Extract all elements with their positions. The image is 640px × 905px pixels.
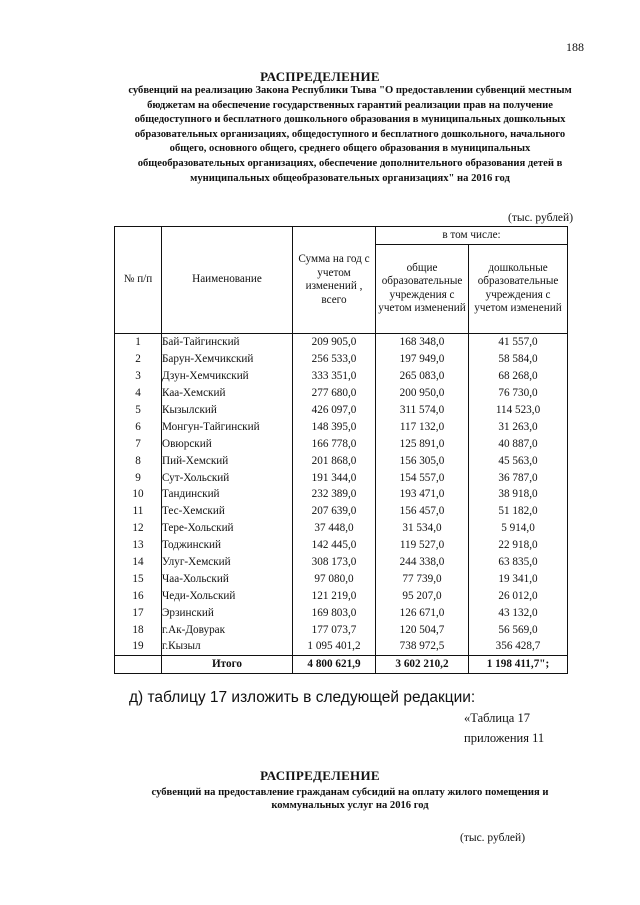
row-general: 126 671,0: [376, 604, 469, 621]
row-preschool: 38 918,0: [469, 486, 568, 503]
row-total: 277 680,0: [293, 385, 376, 402]
row-total: 333 351,0: [293, 368, 376, 385]
row-number: 9: [115, 469, 162, 486]
total-label: Итого: [162, 655, 293, 673]
row-general: 31 534,0: [376, 520, 469, 537]
table-reference-line1: «Таблица 17: [464, 711, 530, 725]
total-general: 3 602 210,2: [376, 655, 469, 673]
table-row: [115, 587, 568, 604]
row-number: 13: [115, 537, 162, 554]
row-number: 11: [115, 503, 162, 520]
row-total: 308 173,0: [293, 554, 376, 571]
row-general: 193 471,0: [376, 486, 469, 503]
row-preschool: 68 268,0: [469, 368, 568, 385]
total-sum: 4 800 621,9: [293, 655, 376, 673]
second-subtitle: субвенций на предоставление гражданам субсидий на оплату жилого помещения и коммунальных услуг на 2016 год: [151, 787, 549, 811]
row-preschool: 22 918,0: [469, 537, 568, 554]
row-total: 148 395,0: [293, 418, 376, 435]
row-preschool: 36 787,0: [469, 469, 568, 486]
row-name: Пий-Хемский: [162, 452, 293, 469]
row-number: 3: [115, 368, 162, 385]
row-name: Чаа-Хольский: [162, 570, 293, 587]
row-name: Дзун-Хемчикский: [162, 368, 293, 385]
row-total: 209 905,0: [293, 334, 376, 351]
row-total: 191 344,0: [293, 469, 376, 486]
row-general: 738 972,5: [376, 638, 469, 655]
table-row: [115, 469, 568, 486]
row-preschool: 40 887,0: [469, 435, 568, 452]
row-name: г.Ак-Довурак: [162, 621, 293, 638]
row-name: Бай-Тайгинский: [162, 334, 293, 351]
row-preschool: 45 563,0: [469, 452, 568, 469]
table-row: [115, 351, 568, 368]
row-general: 265 083,0: [376, 368, 469, 385]
row-number: 17: [115, 604, 162, 621]
table-row: [115, 638, 568, 655]
table-row: [115, 621, 568, 638]
distribution-table: [114, 226, 568, 674]
row-name: Монгун-Тайгинский: [162, 418, 293, 435]
header-general: общие образовательные учреждения с учетом изменений: [376, 244, 469, 333]
row-general: 77 739,0: [376, 570, 469, 587]
header-including: в том числе:: [376, 227, 568, 245]
document-title: РАСПРЕДЕЛЕНИЕ: [260, 69, 380, 84]
row-total: 121 219,0: [293, 587, 376, 604]
row-preschool: 51 182,0: [469, 503, 568, 520]
row-number: 6: [115, 418, 162, 435]
row-number: 4: [115, 385, 162, 402]
row-general: 244 338,0: [376, 554, 469, 571]
row-general: 95 207,0: [376, 587, 469, 604]
row-preschool: 76 730,0: [469, 385, 568, 402]
row-general: 154 557,0: [376, 469, 469, 486]
row-total: 426 097,0: [293, 402, 376, 419]
row-total: 142 445,0: [293, 537, 376, 554]
row-total: 97 080,0: [293, 570, 376, 587]
row-name: Овюрский: [162, 435, 293, 452]
row-name: Улуг-Хемский: [162, 554, 293, 571]
document-subtitle: субвенций на реализацию Закона Республики Тыва "О предоставлении субвенций местным бюджетам на обеспечение государственных гарантий реализации прав на получение общедоступного и бесплатного дошкольного образования в муниципальных дошкольных образовательных организациях, общедоступного и бесплатного дошкольного, начального общего, основного общего, среднего общего образования в муниципальных общеобразовательных организациях, обеспечение дополнительного образования детей в муниципальных общеобразовательных организациях" на 2016 год: [128, 85, 572, 184]
row-preschool: 31 263,0: [469, 418, 568, 435]
table-row: [115, 368, 568, 385]
row-number: 19: [115, 638, 162, 655]
table-reference-line2: приложения 11: [464, 731, 545, 745]
total-preschool: 1 198 411,7";: [469, 655, 568, 673]
row-preschool: 19 341,0: [469, 570, 568, 587]
row-total: 166 778,0: [293, 435, 376, 452]
row-preschool: 26 012,0: [469, 587, 568, 604]
row-number: 16: [115, 587, 162, 604]
header-preschool: дошкольные образовательные учреждения с учетом изменений: [469, 244, 568, 333]
table-row: [115, 435, 568, 452]
header-total: Сумма на год с учетом изменений , всего: [293, 227, 376, 334]
row-name: Эрзинский: [162, 604, 293, 621]
row-name: Тандинский: [162, 486, 293, 503]
table-row: [115, 418, 568, 435]
row-number: 1: [115, 334, 162, 351]
table-row: [115, 604, 568, 621]
header-name: Наименование: [162, 227, 293, 334]
table-row: [115, 537, 568, 554]
row-total: 169 803,0: [293, 604, 376, 621]
row-preschool: 43 132,0: [469, 604, 568, 621]
row-preschool: 58 584,0: [469, 351, 568, 368]
table-row: [115, 385, 568, 402]
table-row: [115, 452, 568, 469]
row-preschool: 63 835,0: [469, 554, 568, 571]
table-row: [115, 570, 568, 587]
row-name: Тес-Хемский: [162, 503, 293, 520]
row-name: Сут-Хольский: [162, 469, 293, 486]
table-row: [115, 334, 568, 351]
row-number: 7: [115, 435, 162, 452]
row-general: 117 132,0: [376, 418, 469, 435]
row-name: Чеди-Хольский: [162, 587, 293, 604]
row-preschool: 356 428,7: [469, 638, 568, 655]
row-number: 18: [115, 621, 162, 638]
table-row: [115, 554, 568, 571]
header-num: № п/п: [115, 227, 162, 334]
row-total: 1 095 401,2: [293, 638, 376, 655]
row-name: Кызылский: [162, 402, 293, 419]
row-total: 207 639,0: [293, 503, 376, 520]
row-name: Тоджинский: [162, 537, 293, 554]
row-name: Тере-Хольский: [162, 520, 293, 537]
row-number: 14: [115, 554, 162, 571]
row-general: 120 504,7: [376, 621, 469, 638]
second-unit-label: (тыс. рублей): [460, 832, 526, 844]
instruction-paragraph: д) таблицу 17 изложить в следующей редакции:: [129, 689, 476, 706]
row-general: 311 574,0: [376, 402, 469, 419]
table-row: [115, 486, 568, 503]
row-number: 10: [115, 486, 162, 503]
table-row: [115, 402, 568, 419]
row-number: 15: [115, 570, 162, 587]
row-total: 232 389,0: [293, 486, 376, 503]
page-number: 188: [566, 40, 584, 54]
row-number: 5: [115, 402, 162, 419]
row-preschool: 5 914,0: [469, 520, 568, 537]
row-number: 8: [115, 452, 162, 469]
row-preschool: 56 569,0: [469, 621, 568, 638]
row-general: 119 527,0: [376, 537, 469, 554]
total-row: [115, 655, 568, 673]
row-total: 177 073,7: [293, 621, 376, 638]
row-general: 168 348,0: [376, 334, 469, 351]
row-name: г.Кызыл: [162, 638, 293, 655]
row-number: 2: [115, 351, 162, 368]
row-total: 256 533,0: [293, 351, 376, 368]
row-number: 12: [115, 520, 162, 537]
second-title: РАСПРЕДЕЛЕНИЕ: [260, 768, 380, 783]
row-total: 201 868,0: [293, 452, 376, 469]
table-row: [115, 520, 568, 537]
row-general: 200 950,0: [376, 385, 469, 402]
row-preschool: 114 523,0: [469, 402, 568, 419]
row-name: Барун-Хемчикский: [162, 351, 293, 368]
row-general: 197 949,0: [376, 351, 469, 368]
row-preschool: 41 557,0: [469, 334, 568, 351]
total-empty-cell: [115, 655, 162, 673]
unit-label: (тыс. рублей): [508, 212, 574, 224]
row-total: 37 448,0: [293, 520, 376, 537]
row-general: 156 457,0: [376, 503, 469, 520]
row-name: Каа-Хемский: [162, 385, 293, 402]
row-general: 156 305,0: [376, 452, 469, 469]
table-row: [115, 503, 568, 520]
row-general: 125 891,0: [376, 435, 469, 452]
